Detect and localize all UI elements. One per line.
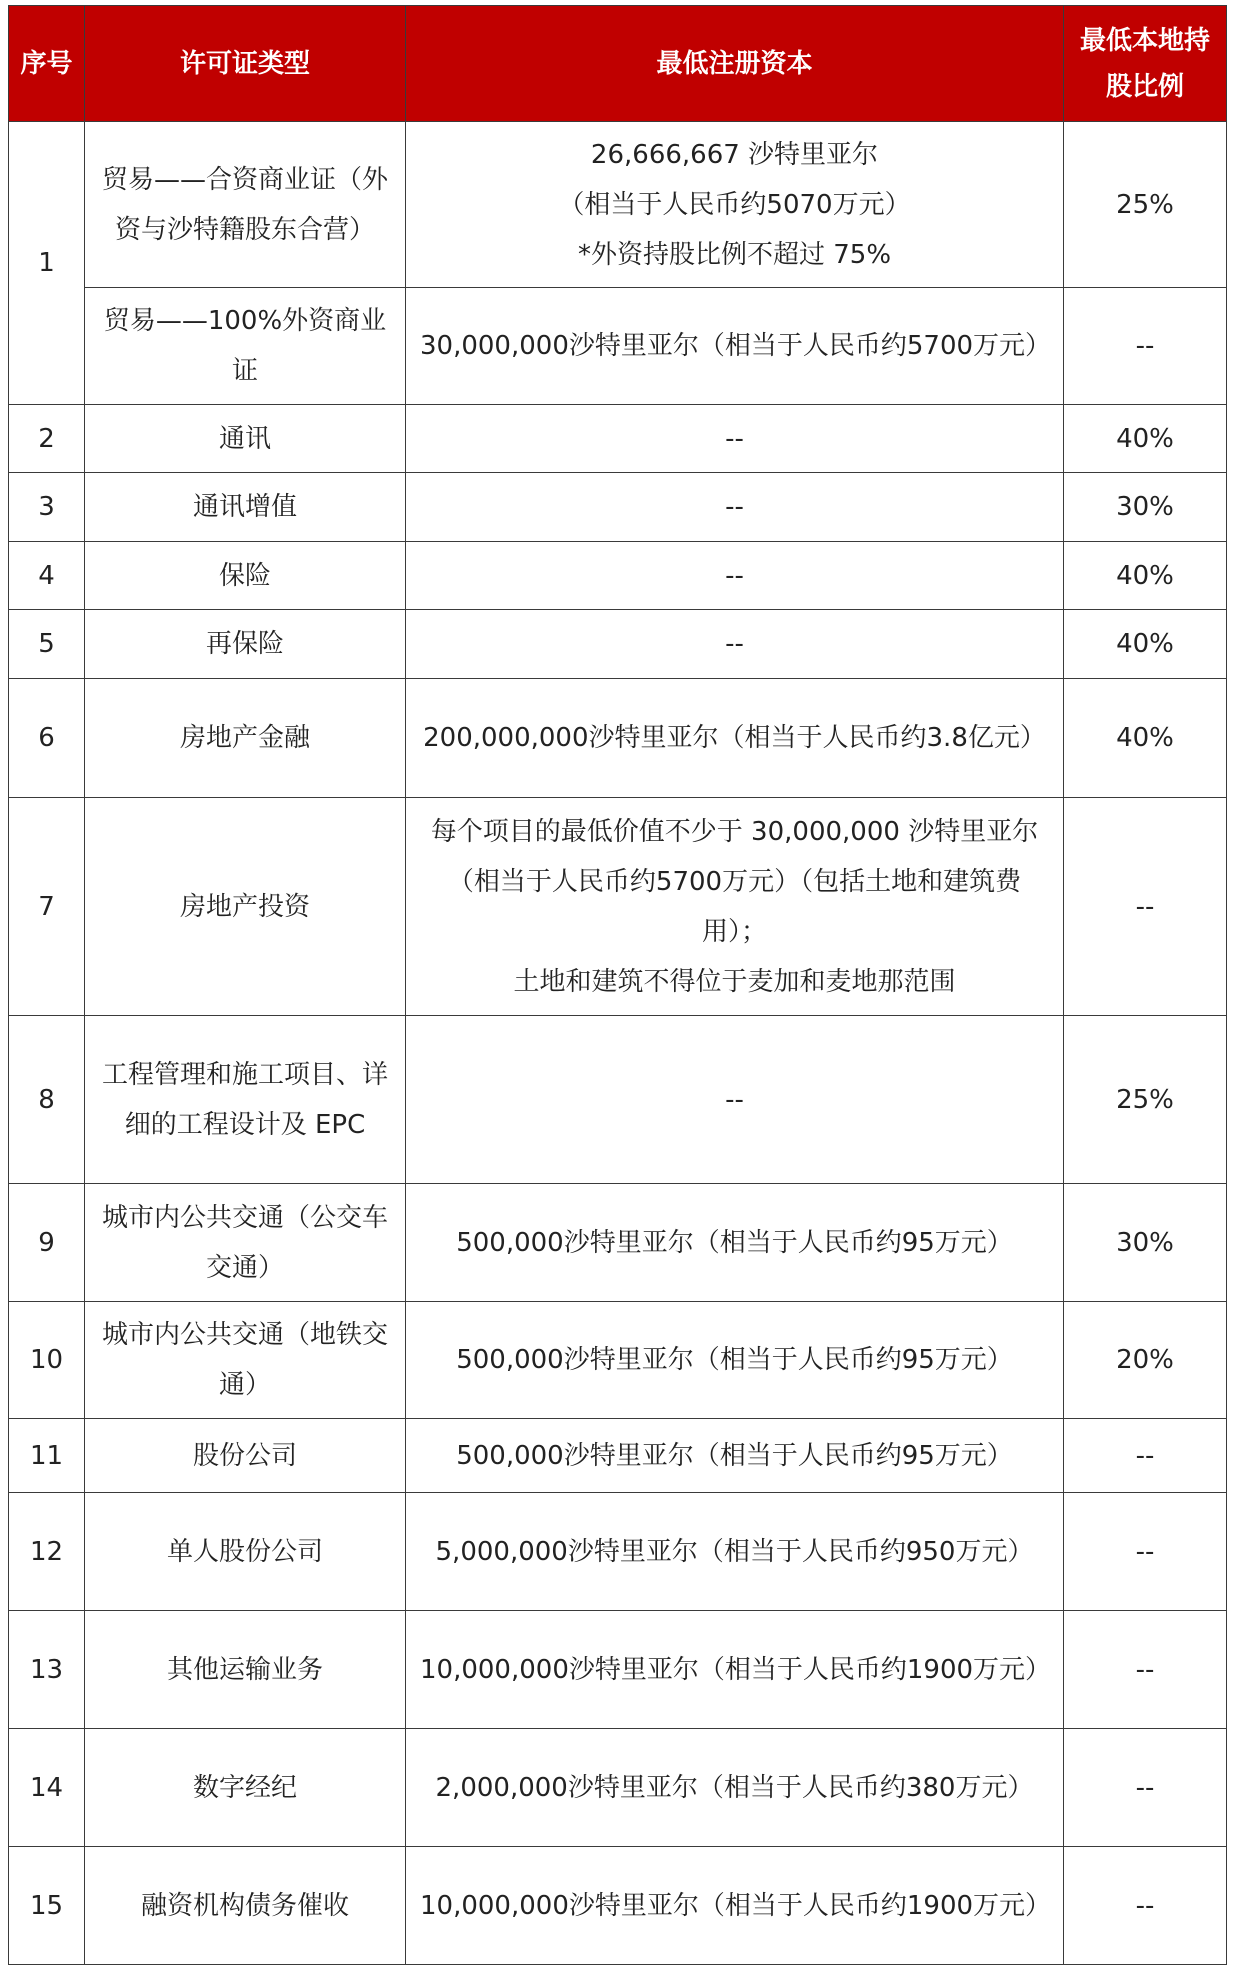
license-table-container	[8, 5, 1226, 1965]
row-license-type: 通讯增值	[85, 473, 406, 542]
row-no: 13	[9, 1611, 85, 1729]
row-min-capital	[406, 798, 1064, 1016]
row-local-ratio: --	[1064, 1847, 1227, 1965]
table-row	[9, 542, 1227, 610]
row-license-type: 贸易——合资商业证（外资与沙特籍股东合营）	[85, 122, 406, 288]
row-min-capital: 500,000沙特里亚尔（相当于人民币约95万元）	[406, 1302, 1064, 1419]
table-row	[9, 610, 1227, 679]
table-header-row	[9, 6, 1227, 122]
row-no: 2	[9, 405, 85, 473]
row-local-ratio: --	[1064, 1611, 1227, 1729]
header-min-local-ratio: 最低本地持股比例	[1064, 6, 1227, 122]
row-min-capital: 500,000沙特里亚尔（相当于人民币约95万元）	[406, 1419, 1064, 1493]
row-license-type: 数字经纪	[85, 1729, 406, 1847]
table-row	[9, 1611, 1227, 1729]
row-license-type: 再保险	[85, 610, 406, 679]
row-license-type: 股份公司	[85, 1419, 406, 1493]
row-no: 15	[9, 1847, 85, 1965]
header-no: 序号	[9, 6, 85, 122]
license-table	[8, 5, 1227, 1965]
table-row	[9, 1729, 1227, 1847]
row-local-ratio: 30%	[1064, 473, 1227, 542]
table-row	[9, 679, 1227, 798]
row-min-capital: 5,000,000沙特里亚尔（相当于人民币约950万元）	[406, 1493, 1064, 1611]
row-no: 11	[9, 1419, 85, 1493]
row-min-capital: --	[406, 610, 1064, 679]
row-no: 4	[9, 542, 85, 610]
capital-line: 26,666,667 沙特里亚尔	[590, 139, 879, 170]
row-no: 1	[9, 122, 85, 405]
row-license-type: 工程管理和施工项目、详细的工程设计及 EPC	[85, 1016, 406, 1184]
row-local-ratio: --	[1064, 288, 1227, 405]
row-license-type: 城市内公共交通（公交车交通）	[85, 1184, 406, 1302]
row-no: 6	[9, 679, 85, 798]
row-no: 9	[9, 1184, 85, 1302]
row-local-ratio: 40%	[1064, 679, 1227, 798]
row-min-capital: --	[406, 473, 1064, 542]
row-license-type: 城市内公共交通（地铁交通）	[85, 1302, 406, 1419]
row-license-type: 房地产金融	[85, 679, 406, 798]
header-min-capital: 最低注册资本	[406, 6, 1064, 122]
table-row	[9, 405, 1227, 473]
row-license-type: 通讯	[85, 405, 406, 473]
row-local-ratio: 30%	[1064, 1184, 1227, 1302]
row-no: 5	[9, 610, 85, 679]
row-local-ratio: --	[1064, 798, 1227, 1016]
row-no: 8	[9, 1016, 85, 1184]
row-local-ratio: 40%	[1064, 405, 1227, 473]
row-no: 3	[9, 473, 85, 542]
row-license-type: 房地产投资	[85, 798, 406, 1016]
table-row	[9, 473, 1227, 542]
capital-line: （相当于人民币约5070万元）	[558, 189, 911, 220]
row-local-ratio: --	[1064, 1419, 1227, 1493]
header-license-type: 许可证类型	[85, 6, 406, 122]
table-row	[9, 1493, 1227, 1611]
capital-line: 每个项目的最低价值不少于 30,000,000 沙特里亚尔（相当于人民币约5700万元）（包括土地和建筑费用）；	[430, 816, 1039, 947]
table-row	[9, 288, 1227, 405]
row-min-capital: --	[406, 542, 1064, 610]
table-row	[9, 1184, 1227, 1302]
row-license-type: 其他运输业务	[85, 1611, 406, 1729]
row-license-type: 保险	[85, 542, 406, 610]
capital-line: 土地和建筑不得位于麦加和麦地那范围	[513, 966, 956, 997]
row-license-type: 单人股份公司	[85, 1493, 406, 1611]
table-row	[9, 1016, 1227, 1184]
row-local-ratio: --	[1064, 1493, 1227, 1611]
table-row	[9, 1847, 1227, 1965]
row-local-ratio: --	[1064, 1729, 1227, 1847]
row-local-ratio: 40%	[1064, 542, 1227, 610]
row-min-capital: 30,000,000沙特里亚尔（相当于人民币约5700万元）	[406, 288, 1064, 405]
row-min-capital: --	[406, 405, 1064, 473]
row-local-ratio: 25%	[1064, 122, 1227, 288]
table-row	[9, 1302, 1227, 1419]
row-no: 14	[9, 1729, 85, 1847]
row-license-type: 贸易——100%外资商业证	[85, 288, 406, 405]
row-min-capital: --	[406, 1016, 1064, 1184]
row-min-capital: 10,000,000沙特里亚尔（相当于人民币约1900万元）	[406, 1847, 1064, 1965]
table-row	[9, 798, 1227, 1016]
row-no: 7	[9, 798, 85, 1016]
row-min-capital	[406, 122, 1064, 288]
row-min-capital: 10,000,000沙特里亚尔（相当于人民币约1900万元）	[406, 1611, 1064, 1729]
row-no: 12	[9, 1493, 85, 1611]
table-row	[9, 122, 1227, 288]
row-local-ratio: 20%	[1064, 1302, 1227, 1419]
row-local-ratio: 25%	[1064, 1016, 1227, 1184]
row-min-capital: 500,000沙特里亚尔（相当于人民币约95万元）	[406, 1184, 1064, 1302]
row-min-capital: 2,000,000沙特里亚尔（相当于人民币约380万元）	[406, 1729, 1064, 1847]
table-row	[9, 1419, 1227, 1493]
row-no: 10	[9, 1302, 85, 1419]
row-local-ratio: 40%	[1064, 610, 1227, 679]
capital-line: *外资持股比例不超过 75%	[577, 239, 892, 270]
row-min-capital: 200,000,000沙特里亚尔（相当于人民币约3.8亿元）	[406, 679, 1064, 798]
row-license-type: 融资机构债务催收	[85, 1847, 406, 1965]
